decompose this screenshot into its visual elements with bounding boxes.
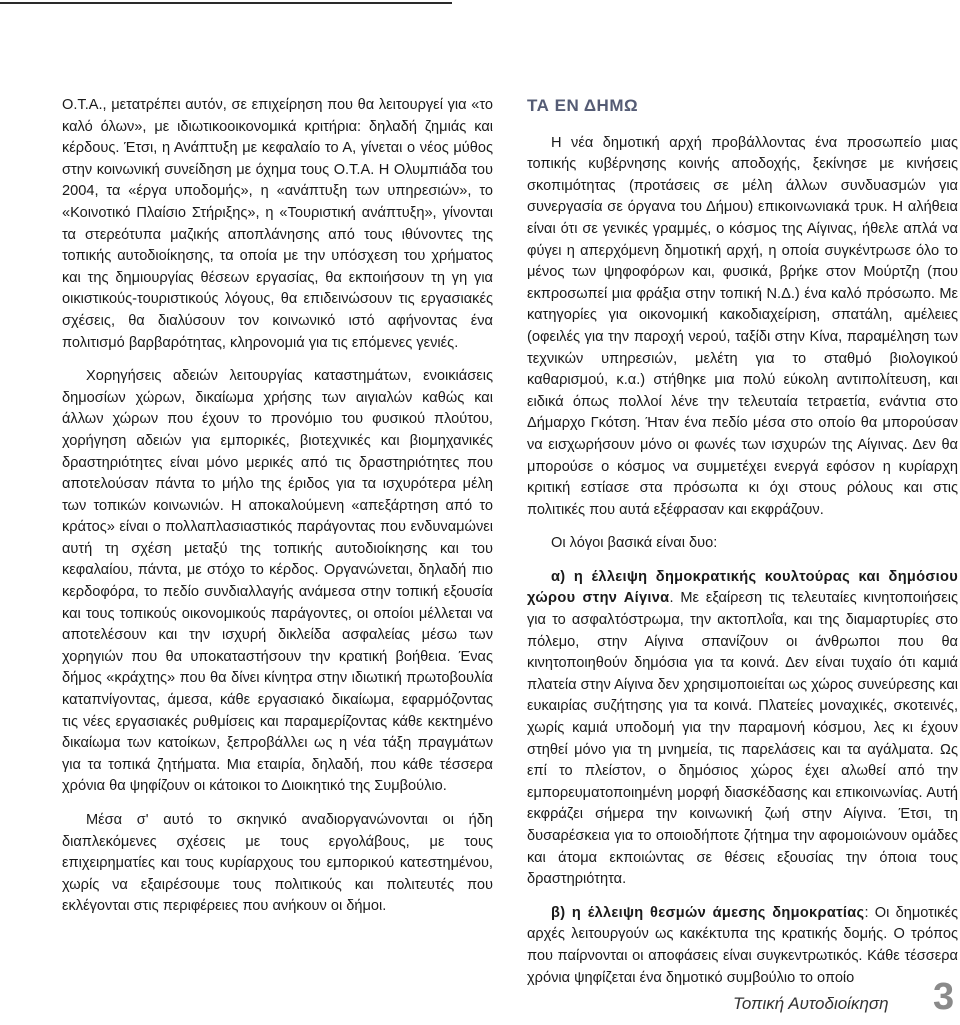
footer-title: Τοπική Αυτοδιοίκηση [733, 994, 889, 1013]
right-paragraph-4 [527, 903, 958, 989]
right-paragraph-3 [527, 567, 958, 891]
reason-a-lead: α) η έλλειψη δημοκρατικής κουλτούρας και δημόσιου χώρου στην Αίγινα [527, 568, 958, 607]
reason-b-text: : Οι δημοτικές αρχές λειτουργούν ως κακέκτυπα της κρατικής δομής. Ο τρόπος που παίρνονται οι αποφάσεις είναι συγκεντρωτικός. Κάθε τέσσερα χρόνια ψηφίζεται ένα δημοτικό συμβούλιο το οποίο [527, 904, 958, 986]
page-number: 3 [933, 976, 955, 1018]
left-paragraph-2: Χορηγήσεις αδειών λειτουργίας καταστημάτων, ενοικιάσεις δημοσίων χώρων, δικαίωμα χρήσης των αιγιαλών καθώς και άλλων χώρων που έχουν το προνόμιο του φυσικού πλούτου, χορήγηση αδειών για εμπορικές, βιοτεχνικές και βιομηχανικές δραστηριότητες είναι μόνο μερικές από τις δραστηριότητες που αποτελούσαν πάντα το μήλο της έριδος για τα ισχυρότερα μέλη των τοπικών κοινωνιών. Η αποκαλούμενη «απεξάρτηση από το κράτος» είναι ο πολλαπλασιαστικός παράγοντας που ενδυναμώνει αυτή τη σχέση μεταξύ της τοπικής αυτοδιοίκησης και του κεφαλαίου, πάντα, με στόχο το κέρδος. Οργανώνεται, δηλαδή πιο κερδοφόρα, το πεδίο συνδιαλλαγής ανάμεσα στην τοπική εξουσία και τους τοπικούς οικονομικούς παράγοντες, οι οποίοι μέλλεται να αποτελέσουν και την ισχυρή δικλείδα ασφαλείας μέσω των χορηγιών που θα υποκαταστήσουν την κρατική βοήθεια. Ένας δήμος «κράχτης» που θα δίνει κίνητρα στην ιδιωτική πρωτοβουλία καταπνίγοντας, άμεσα, κάθε εργασιακό δικαίωμα, εφαρμόζοντας τις νέες εργασιακές ρυθμίσεις και παραμερίζοντας κάθε κεκτημένο δικαίωμα των κατοίκων, ξεπροβάλλει ως η νέα τάξη πραγμάτων για τα τοπικά ζητήματα. Μια εταιρία, δηλαδή, που κάθε τέσσερα χρόνια θα ψηφίζουν οι κάτοικοι το Διοικητικό της Συμβούλιο. [62, 368, 493, 795]
left-column [62, 95, 493, 930]
right-paragraph-1: Η νέα δημοτική αρχή προβάλλοντας ένα προσωπείο μιας τοπικής κυβέρνησης κοινής αποδοχής, ξεκίνησε με κινήσεις σκοπιμότητας (προτάσεις σε μέλη άλλων συνδυασμών για συνεργασία σε όργανα του Δήμου) επικοινωνιακά τρυκ. Η αλήθεια είναι ότι σε γενικές γραμμές, ο κόσμος της Αίγινας, ήθελε απλά να φύγει η απερχόμενη δημοτική αρχή, η οποία συγκέντρωσε όλο το μένος των ψηφοφόρων και, φυσικά, βρήκε στον Μούρτζη (που εκπροσωπεί μια φράξια στην τοπική Ν.Δ.) ένα καλό πρόσωπο. Με κατηγορίες για οικονομική κακοδιαχείριση, σπατάλη, αμέλειες (οφειλές για την παροχή νερού, ταξίδι στην Κίνα, παραμέληση των τεχνικών υπηρεσιών, μελέτη για το σταθμό βιολογικού καθαρισμού, κ.α.) στήθηκε μια πολύ εύκολη αντιπολίτευση, και ειδικά όπως πολλοί λένε την τελευταία τετραετία, ενάντια στο Δήμαρχο Γκότση. Ήταν ένα πεδίο μέσα στο οποίο θα μπορούσαν να εισχωρήσουν μόνο οι φωνές των ισχυρών της Αίγινας. Δεν θα μπορούσε ο κόσμος να συμμετέχει ενεργά εφόσον η κυρίαρχη κριτική εστίασε στα πρόσωπα κι όχι στους ρόλους και στις πολιτικές που αυτά εξέφρασαν και εκφράζουν. [527, 134, 958, 518]
section-heading: ΤΑ ΕΝ ΔΗΜΩ [527, 96, 639, 115]
right-column [527, 95, 958, 1001]
left-paragraph-3: Μέσα σ' αυτό το σκηνικό αναδιοργανώνονται οι ήδη διαπλεκόμενες σχέσεις με τους εργολάβους, με τους επιχειρηματίες και τους κυρίαρχους του εμπορικού κατεστημένου, χωρίς να εξαιρέσουμε τους πολιτικούς και πολιτευτές που εκλέγονται στις περιφέρειες που ανήκουν οι δήμοι. [62, 812, 493, 915]
left-paragraph-1: Ο.Τ.Α., μετατρέπει αυτόν, σε επιχείρηση που θα λειτουργεί για «το καλό όλων», με ιδιωτικοοικονομικά κριτήρια: δηλαδή ζημιάς και κέρδους. Έτσι, η Ανάπτυξη με κεφαλαίο το Α, γίνεται ο νέος μύθος στην κοινωνική συνείδηση με όχημα τους Ο.Τ.Α. Η Ολυμπιάδα του 2004, τα «έργα υποδομής», η «ανάπτυξη των υπηρεσιών», το «Κοινοτικό Πλαίσιο Στήριξης», η «Τουριστική ανάπτυξη», γίνονται τα στερεότυπα μαζικής αποπλάνησης από τους ιθύνοντες της τοπικής αυτοδιοίκησης, τα οποία με την υπόσχεση του χρήματος και της δημιουργίας θέσεων εργασίας, θα εκποιήσουν τη γη για οικιστικούς-τουριστικούς λόγους, θα επιδεινώσουν τις εργασιακές σχέσεις, θα διαλύσουν τον κοινωνικό ιστό αφήνοντας ένα πολιτισμό βαρβαρότητας, κληρονομιά για τις επόμενες γενιές. [62, 97, 493, 351]
right-paragraph-2: Οι λόγοι βασικά είναι δυο: [551, 535, 718, 552]
top-rule [0, 2, 452, 4]
reason-b-lead: β) η έλλειψη θεσμών άμεσης δημοκρατίας [551, 904, 865, 921]
reason-a-text: . Με εξαίρεση τις τελευταίες κινητοποιήσεις για το ασφαλτόστρωμα, την ακτοπλοΐα, και της διαμαρτυρίες στο πόλεμο, στην Αίγινα σπανίζουν οι άνθρωποι που θα κινητοποιηθούν δημόσια για τα κοινά. Δεν είναι τυχαίο ότι καμιά πλατεία στην Αίγινα δεν χρησιμοποιείται ως χώρος συνεύρεσης και ευκαιρίας συζήτησης για τα κοινά. Πλατείες μοναχικές, σκοτεινές, χωρίς καμιά υποδομή για την παραμονή κόσμου, λες κι έχουν στηθεί μόνο για τη μνημεία, τις παρελάσεις και τα αγάλματα. Ως επί το πλείστον, ο δημόσιος χώρος έχει αλωθεί από την εμπορευματοποιημένη μορφή διασκέδασης και επικοινωνίας. Αυτή εκφράζει σήμερα την κοινωνική ζωή στην Αίγινα. Έτσι, τη δυσαρέσκεια για το οποιοδήποτε ζήτημα την αφομοιώνουν ομάδες και άτομα εκποιώντας σε θέσεις εξουσίας την όποια τους δραστηριότητα. [527, 590, 958, 888]
